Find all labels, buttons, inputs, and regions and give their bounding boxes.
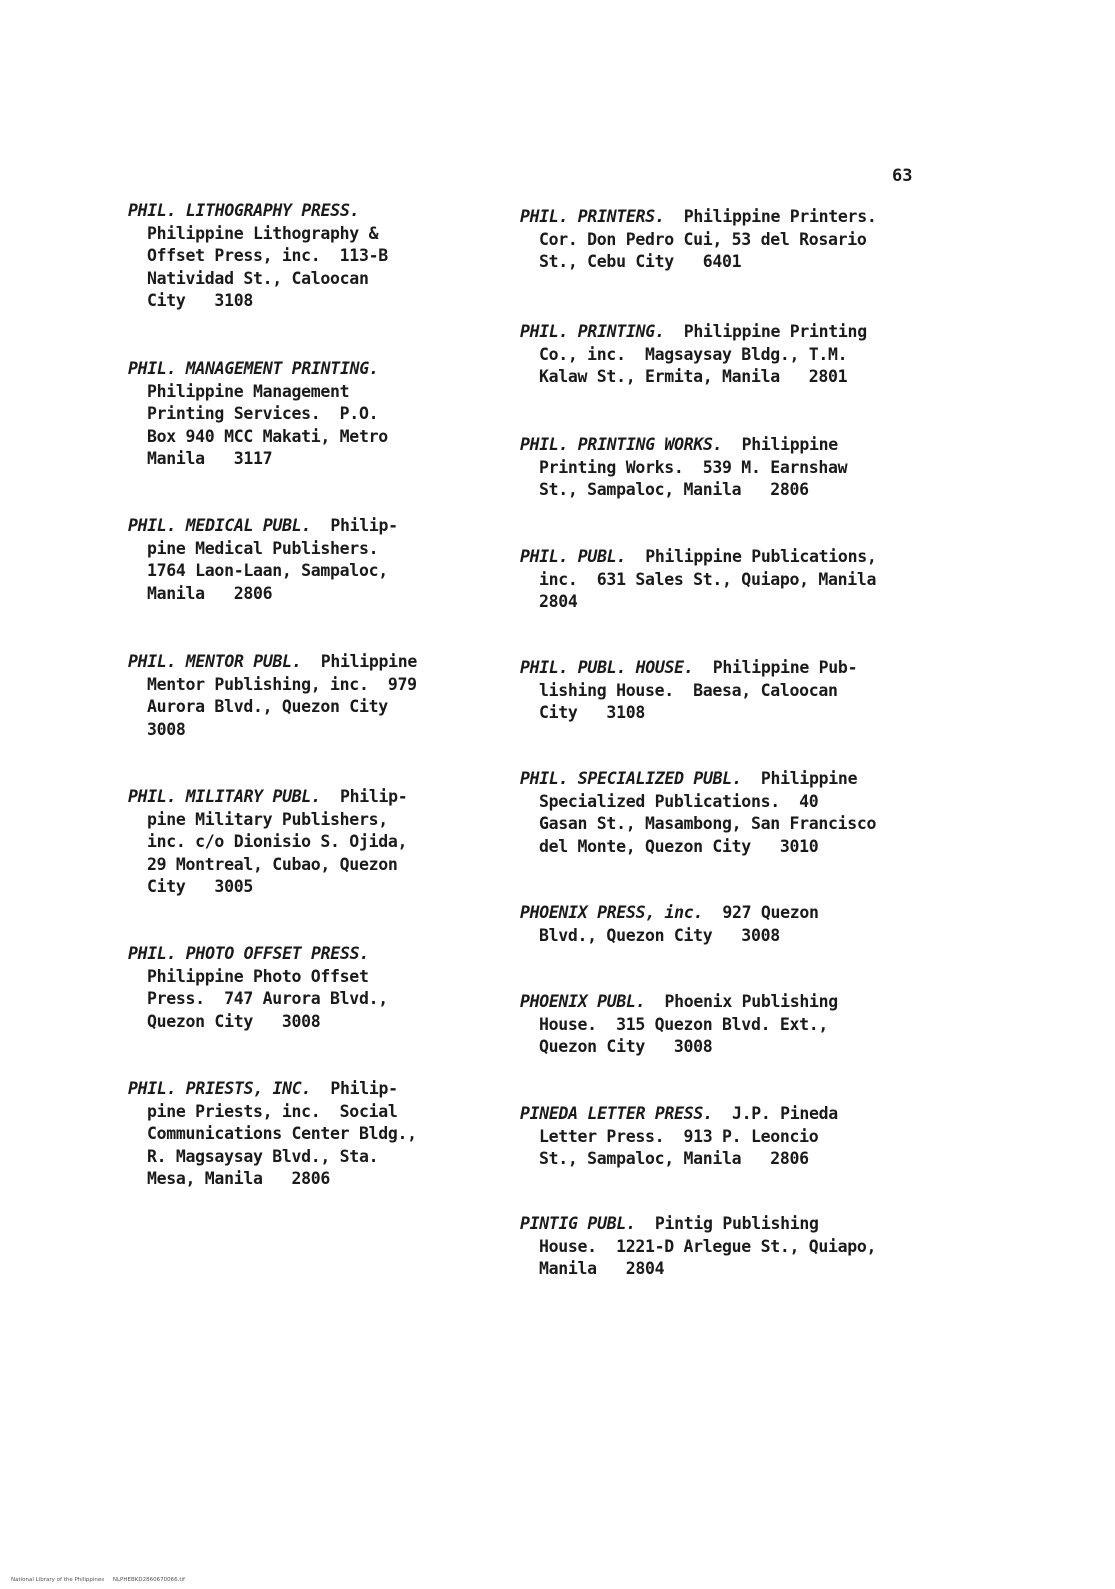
scan-footer <box>4 1571 185 1589</box>
entry-heading-line <box>520 1213 940 1236</box>
page-number: 63 <box>892 166 913 186</box>
entry-heading-line <box>128 358 548 381</box>
entry-name-start: Pintig Publishing <box>635 1214 819 1233</box>
entry-heading-line <box>520 1103 940 1126</box>
entry-line: Letter Press. 913 P. Leoncio <box>539 1126 819 1146</box>
entry-line: Kalaw St., Ermita, Manila 2801 <box>539 367 848 386</box>
entry-heading-line <box>128 651 548 674</box>
directory-entry <box>520 206 940 274</box>
entry-heading-line <box>520 321 940 344</box>
entry-line: pine Military Publishers, <box>147 809 388 829</box>
entry-name-start: Philippine <box>301 652 418 671</box>
entry-abbreviation: PHIL. PRINTING WORKS. <box>520 435 723 454</box>
directory-entry <box>520 1103 940 1171</box>
entry-abbreviation: PHIL. PUBL. <box>520 547 626 566</box>
entry-line: R. Magsaysay Blvd., Sta. <box>147 1146 379 1166</box>
entry-name-start: Philip- <box>320 787 408 806</box>
entry-line: Manila 2804 <box>539 1259 665 1278</box>
directory-entry <box>520 991 940 1059</box>
entry-abbreviation: PHOENIX PUBL. <box>520 992 646 1011</box>
entry-name-start: Philippine Publications, <box>625 547 877 566</box>
directory-entry <box>520 1213 940 1281</box>
entry-line: 29 Montreal, Cubao, Quezon <box>147 854 398 874</box>
entry-heading-line <box>128 786 548 809</box>
entry-abbreviation: PINTIG PUBL. <box>520 1214 636 1233</box>
entry-line: St., Sampaloc, Manila 2806 <box>539 1149 809 1168</box>
footer-filename: NLPHEBKD2860670066.tif <box>112 1577 185 1583</box>
entry-line: Quezon City 3008 <box>539 1037 713 1056</box>
entry-line: Philippine Lithography & <box>147 223 379 243</box>
entry-line: pine Priests, inc. Social <box>147 1101 398 1121</box>
entry-abbreviation: PHIL. MEDICAL PUBL. <box>128 516 312 535</box>
entry-heading-line <box>520 657 940 680</box>
entry-name-start: Phoenix Publishing <box>645 992 838 1011</box>
entry-line: Communications Center Bldg., <box>147 1124 417 1143</box>
entry-heading-line <box>520 902 940 925</box>
entry-line: Philippine Management <box>147 381 350 401</box>
entry-line: Offset Press, inc. 113-B <box>147 246 388 265</box>
entry-abbreviation: PHIL. MILITARY PUBL. <box>128 787 321 806</box>
entry-line: 1764 Laon-Laan, Sampaloc, <box>147 561 388 580</box>
entry-abbreviation: PINEDA LETTER PRESS. <box>520 1104 713 1123</box>
entry-line: Aurora Blvd., Quezon City <box>147 697 388 716</box>
entry-line: Quezon City 3008 <box>147 1011 321 1031</box>
entry-line: Press. 747 Aurora Blvd., <box>147 989 388 1008</box>
entry-line: pine Medical Publishers. <box>147 538 379 558</box>
footer-library: National Library of the Philippines <box>11 1577 105 1583</box>
entry-line: del Monte, Quezon City 3010 <box>539 836 819 856</box>
entry-line: Manila 3117 <box>147 449 273 468</box>
entry-line: Mesa, Manila 2806 <box>147 1169 331 1188</box>
entry-line: St., Sampaloc, Manila 2806 <box>539 480 809 499</box>
entry-line: inc. 631 Sales St., Quiapo, Manila <box>539 569 877 589</box>
entry-name-start: J.P. Pineda <box>712 1104 838 1123</box>
entry-abbreviation: PHOENIX PRESS, inc. <box>520 903 704 922</box>
entry-heading-line <box>520 768 940 791</box>
entry-line: St., Cebu City 6401 <box>539 252 742 271</box>
entry-line: Gasan St., Masambong, San Francisco <box>539 814 877 833</box>
entry-name-start: Philippine <box>741 769 858 788</box>
entry-line: Specialized Publications. 40 <box>539 791 819 811</box>
entry-abbreviation: PHIL. PRINTERS. <box>520 207 665 226</box>
entry-line: House. 315 Quezon Blvd. Ext., <box>539 1014 829 1034</box>
entry-heading-line <box>520 206 940 229</box>
entry-line: City 3005 <box>147 877 253 896</box>
entry-line: Box 940 MCC Makati, Metro <box>147 426 388 446</box>
entry-line: 2804 <box>539 592 578 611</box>
entry-name-start: Philippine Pub- <box>693 658 858 677</box>
entry-line: lishing House. Baesa, Caloocan <box>539 680 838 700</box>
entry-abbreviation: PHIL. PUBL. HOUSE. <box>520 658 694 677</box>
directory-entry <box>520 434 940 502</box>
directory-entry <box>128 200 548 313</box>
directory-entry <box>520 768 940 858</box>
directory-entry <box>128 1078 548 1191</box>
directory-entry <box>128 515 548 605</box>
entry-name-start: Philippine <box>722 435 838 454</box>
entry-heading-line <box>520 991 940 1014</box>
entry-line: Natividad St., Caloocan <box>147 268 369 288</box>
directory-entry <box>128 358 548 471</box>
entry-heading-line <box>520 546 940 569</box>
entry-heading-line <box>128 943 548 966</box>
directory-entry <box>128 651 548 741</box>
entry-line: Manila 2806 <box>147 583 273 603</box>
entry-line: City 3108 <box>147 291 253 310</box>
entry-line: Printing Works. 539 M. Earnshaw <box>539 457 848 477</box>
entry-line: Mentor Publishing, inc. 979 <box>147 674 417 694</box>
entry-line: Philippine Photo Offset <box>147 966 369 986</box>
entry-abbreviation: PHIL. MENTOR PUBL. <box>128 652 302 671</box>
entry-line: City 3108 <box>539 703 645 722</box>
entry-abbreviation: PHIL. PRINTING. <box>520 322 665 341</box>
entry-name-start: Philippine Printing <box>664 322 867 341</box>
directory-entry <box>520 657 940 725</box>
directory-entry <box>520 321 940 389</box>
entry-name-start: Philip- <box>311 516 398 535</box>
entry-name-start: Philippine Printers. <box>664 207 877 226</box>
entry-line: inc. c/o Dionisio S. Ojida, <box>147 832 408 851</box>
entry-line: Co., inc. Magsaysay Bldg., T.M. <box>539 344 848 364</box>
directory-entry <box>128 943 548 1033</box>
entry-abbreviation: PHIL. LITHOGRAPHY PRESS. <box>128 201 360 220</box>
directory-entry <box>520 902 940 947</box>
directory-entry <box>520 546 940 614</box>
entry-abbreviation: PHIL. MANAGEMENT PRINTING. <box>128 359 379 378</box>
entry-line: House. 1221-D Arlegue St., Quiapo, <box>539 1236 877 1256</box>
directory-entry <box>128 786 548 899</box>
entry-abbreviation: PHIL. PRIESTS, INC. <box>128 1079 312 1098</box>
entry-line: 3008 <box>147 719 186 739</box>
entry-heading-line <box>128 200 548 223</box>
entry-name-start: Philip- <box>311 1079 398 1098</box>
entry-abbreviation: PHIL. SPECIALIZED PUBL. <box>520 769 742 788</box>
entry-line: Cor. Don Pedro Cui, 53 del Rosario <box>539 229 867 249</box>
entry-abbreviation: PHIL. PHOTO OFFSET PRESS. <box>128 944 369 963</box>
entry-name-start: 927 Quezon <box>703 903 819 922</box>
entry-heading-line <box>520 434 940 457</box>
entry-heading-line <box>128 1078 548 1101</box>
entry-line: Printing Services. P.O. <box>147 404 379 423</box>
entry-line: Blvd., Quezon City 3008 <box>539 925 780 945</box>
entry-heading-line <box>128 515 548 538</box>
